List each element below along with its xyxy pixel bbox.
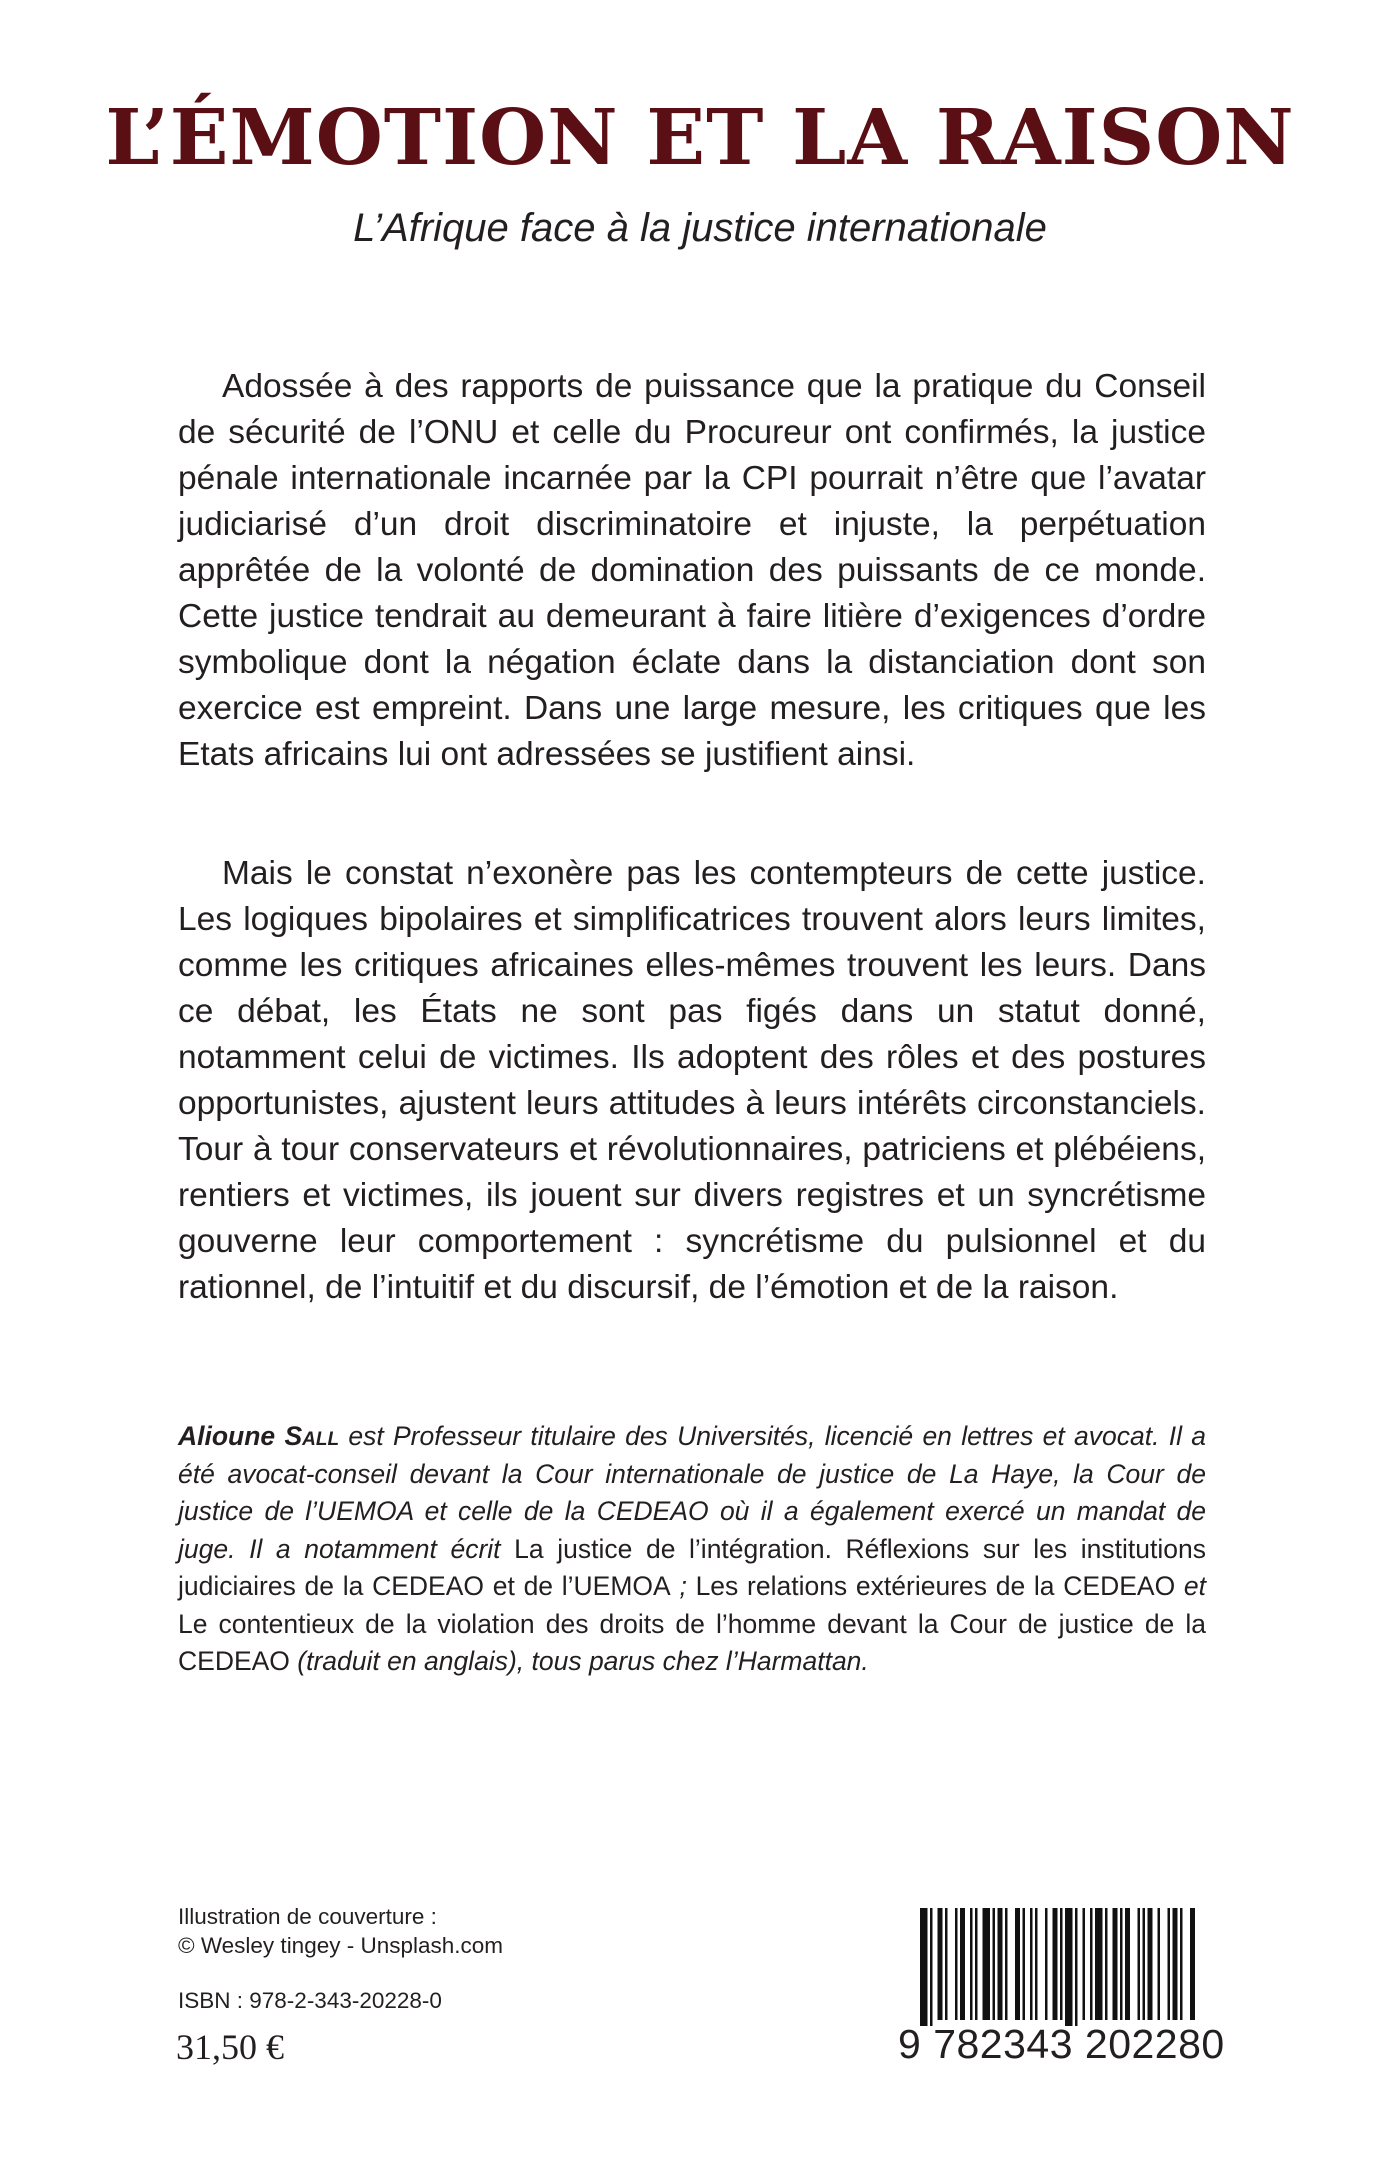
barcode-bar (1173, 1908, 1178, 2020)
book-title-2: Les relations extérieures de la CEDEAO (695, 1571, 1176, 1601)
barcode-bar (955, 1908, 958, 2020)
barcode-bar (975, 1908, 978, 2020)
barcode-bar (1083, 1908, 1086, 2020)
barcode-bar (1035, 1908, 1038, 2020)
barcode (898, 1908, 1225, 2070)
barcode-bar (1023, 1908, 1026, 2020)
barcode-bar (1075, 1908, 1078, 2026)
isbn: ISBN : 978-2-343-20228-0 (178, 1988, 442, 2013)
barcode-bar (1120, 1908, 1123, 2020)
barcode-bar (1015, 1908, 1020, 2020)
barcode-bar (1138, 1908, 1141, 2020)
barcode-bar (920, 1908, 928, 2026)
barcode-bar (1105, 1908, 1108, 2020)
credit-source: © Wesley tingey - Unsplash.com (178, 1933, 504, 1958)
barcode-bar (970, 1908, 973, 2020)
bio-separator-1: ; (670, 1571, 696, 1601)
barcode-number: 9 782343 202280 (898, 2021, 1225, 2067)
barcode-bar (998, 1908, 1003, 2020)
book-title-1: La justice de l’intégration. Réflexions sur les institutions judiciaires de la CEDEAO et de l’UEMOA (178, 1533, 1206, 1601)
barcode-bar (1190, 1908, 1195, 2020)
barcode-bar (1045, 1908, 1048, 2020)
book-subtitle: L’Afrique face à la justice internationale (353, 206, 1047, 250)
bio-separator-2: et (1175, 1571, 1207, 1601)
blurb-paragraph-2: Mais le constat n’exonère pas les contempteurs de cette justice. Les logiques bipolaires et simplificatrices trouvent alors leurs limites, comme les critiques africaines elles-mêmes trouvent les leurs. Dans ce débat, les États ne sont pas figés dans un statut donné, notamment celui de victimes. Ils adoptent des rôles et des postures opportunistes, ajustent leurs attitudes à leurs intérêts circonstanciels. Tour à tour conservateurs et révolutionnaires, patriciens et plébéiens, rentiers et victimes, ils jouent sur divers registres et un syncrétisme gouverne leur comportement : syncrétisme du pulsionnel et du rationnel, de l’intuitif et du discursif, de l’émotion et de la raison. (178, 855, 1206, 1306)
bio-text-1: est Professeur titulaire des Universités, licencié en lettres et avocat. Il a été avocat-conseil devant la Cour internationale de justice de La Haye, la Cour de justice de l’UEMOA et celle de la CEDEAO où il a également exercé un mandat de juge. Il a notamment écrit (178, 1421, 1206, 1564)
barcode-bar (1180, 1908, 1183, 2020)
barcode-bar (1090, 1908, 1093, 2020)
barcode-bar (1158, 1908, 1161, 2020)
credit-label: Illustration de couverture : (178, 1904, 437, 1929)
author-last-name: Sall (284, 1421, 340, 1451)
barcode-bar (938, 1908, 943, 2020)
barcode-bar (1168, 1908, 1171, 2020)
barcode-bar (945, 1908, 948, 2020)
barcode-bar (1053, 1908, 1058, 2020)
barcode-bar (1143, 1908, 1146, 2020)
barcode-bar (1065, 1908, 1073, 2026)
barcode-bars (898, 1908, 1198, 2026)
barcode-bar (1125, 1908, 1130, 2020)
barcode-bar (1095, 1908, 1103, 2020)
barcode-bar (930, 1908, 933, 2026)
barcode-bar (1030, 1908, 1033, 2020)
book-title: L’ÉMOTION ET LA RAISON (105, 93, 1295, 183)
price: 31,50 € (176, 2027, 284, 2067)
bio-text-end: (traduit en anglais), tous parus chez l’Harmattan. (289, 1646, 869, 1676)
author-first-name: Alioune (178, 1421, 276, 1451)
barcode-bar (960, 1908, 965, 2020)
book-title-3: Le contentieux de la violation des droits de l’homme devant la Cour de justice de la CEDEAO (178, 1608, 1206, 1676)
blurb-paragraph-1: Adossée à des rapports de puissance que la pratique du Conseil de sécurité de l’ONU et celle du Procureur ont confirmés, la justice pénale internationale incarnée par la CPI pourrait n’être que l’avatar judiciarisé d’un droit discriminatoire et injuste, la perpétuation apprêtée de la volonté de domination des puissants de ce monde. Cette justice tendrait au demeurant à faire litière d’exigences d’ordre symbolique dont la négation éclate dans la distanciation dont son exercice est empreint. Dans une large mesure, les critiques que les Etats africains lui ont adressées se justifient ainsi. (178, 368, 1206, 773)
barcode-bar (1113, 1908, 1118, 2020)
barcode-bar (993, 1908, 996, 2020)
author-bio (178, 1418, 1206, 1681)
cover-credit (178, 1902, 503, 1960)
barcode-bar (1148, 1908, 1153, 2020)
barcode-bar (1060, 1908, 1063, 2020)
barcode-bar (983, 1908, 991, 2020)
barcode-bar (1005, 1908, 1008, 2020)
